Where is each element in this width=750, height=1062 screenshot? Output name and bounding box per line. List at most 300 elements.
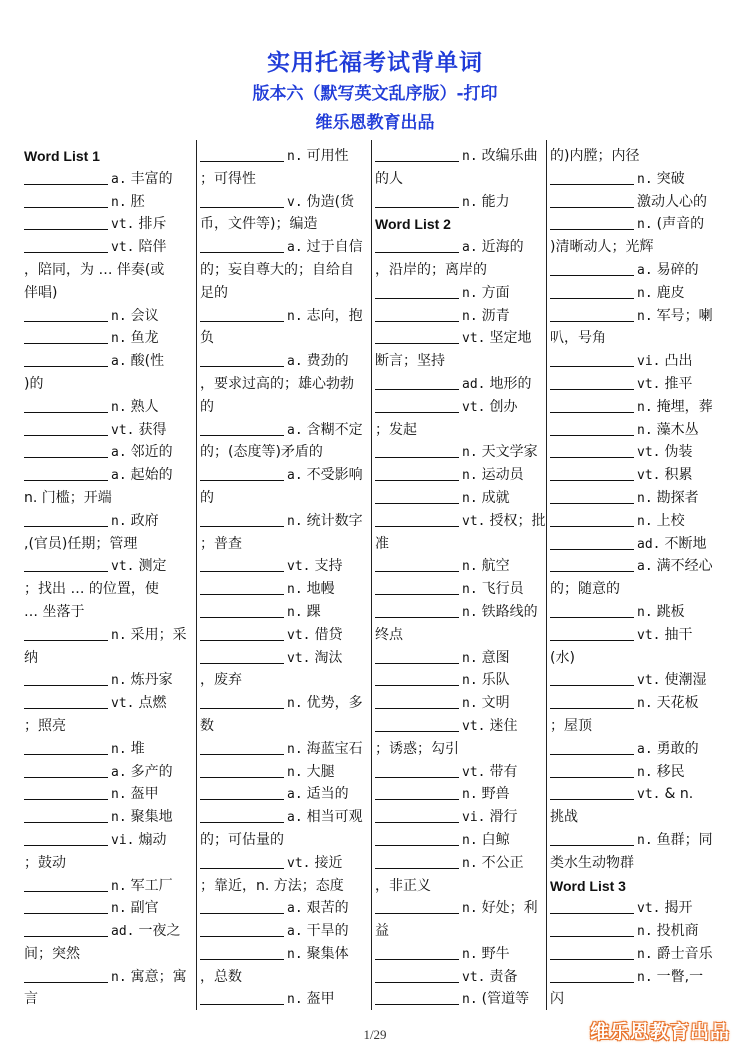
- definition-text: 一瞥,一: [656, 968, 704, 985]
- vocab-entry: [375, 692, 545, 715]
- definition-continuation: 的)内膛；内径: [550, 148, 640, 164]
- definition-continuation: n. 门槛；开端: [24, 489, 112, 506]
- definition-text: 不断地: [664, 535, 707, 552]
- answer-blank: [24, 967, 108, 983]
- answer-blank: [375, 989, 459, 1005]
- vocab-entry: [200, 555, 370, 578]
- part-of-speech: n.: [111, 308, 127, 324]
- vocab-entry: [550, 761, 725, 784]
- definition-continuation: 准: [375, 535, 389, 552]
- definition-continuation: 的；可估量的: [200, 831, 284, 848]
- vocab-entry: [200, 419, 370, 442]
- definition-text: 陪伴: [138, 239, 167, 256]
- definition-text: 好处；利: [481, 900, 538, 917]
- vocab-entry: [200, 350, 370, 373]
- word-column-2: [200, 145, 370, 1011]
- part-of-speech: n.: [462, 490, 478, 506]
- answer-blank: [200, 625, 284, 641]
- answer-blank: [375, 670, 459, 686]
- answer-blank: [24, 784, 108, 800]
- definition-text: 野牛: [481, 945, 510, 962]
- part-of-speech: n.: [111, 969, 127, 985]
- vocab-entry: [550, 738, 725, 761]
- part-of-speech: n.: [287, 741, 303, 757]
- vocab-entry: [375, 669, 545, 692]
- part-of-speech: a.: [111, 171, 127, 187]
- part-of-speech: a.: [287, 787, 303, 803]
- part-of-speech: n.: [111, 331, 127, 347]
- definition-continuation: 终点: [375, 626, 403, 643]
- part-of-speech: n.: [111, 878, 127, 894]
- answer-blank: [200, 853, 284, 869]
- word-list-heading: Word List 1: [24, 148, 100, 164]
- answer-blank: [200, 648, 284, 664]
- part-of-speech: n.: [111, 901, 127, 917]
- answer-blank: [550, 306, 634, 322]
- vocab-entry: [200, 647, 370, 670]
- part-of-speech: vt.: [462, 764, 486, 780]
- definition-continuation: 数: [200, 717, 214, 734]
- definition-text: 满不经心: [656, 558, 713, 575]
- definition-text: 掩埋，葬: [656, 398, 713, 415]
- definition-text: 多产的: [130, 763, 173, 780]
- answer-blank: [550, 739, 634, 755]
- part-of-speech: n.: [637, 604, 653, 620]
- vocab-entry: [24, 396, 192, 419]
- vocab-entry: [550, 533, 725, 556]
- part-of-speech: a.: [287, 810, 303, 826]
- answer-blank: [24, 351, 108, 367]
- word-column-4: [550, 145, 725, 1011]
- answer-blank: [200, 556, 284, 572]
- part-of-speech: n.: [462, 696, 478, 712]
- definition-text: & n.: [664, 786, 694, 803]
- answer-blank: [375, 944, 459, 960]
- answer-blank: [200, 420, 284, 436]
- part-of-speech: vi.: [637, 354, 661, 370]
- answer-blank: [200, 762, 284, 778]
- answer-blank: [375, 853, 459, 869]
- part-of-speech: n.: [637, 924, 653, 940]
- definition-text: 优势，多: [306, 695, 363, 712]
- vocab-entry: [550, 168, 725, 191]
- answer-blank: [375, 488, 459, 504]
- definition-text: 支持: [314, 558, 343, 575]
- vocab-entry: [24, 897, 192, 920]
- definition-continuation: ；发起: [375, 421, 417, 438]
- definition-text: 适当的: [306, 786, 349, 803]
- part-of-speech: vt.: [462, 399, 486, 415]
- definition-text: 勇敢的: [656, 740, 699, 757]
- definition-text: 运动员: [481, 467, 524, 484]
- part-of-speech: vt.: [287, 855, 311, 871]
- part-of-speech: a.: [287, 901, 303, 917]
- vocab-entry: [24, 350, 192, 373]
- vocab-entry: [550, 464, 725, 487]
- answer-blank: [375, 442, 459, 458]
- part-of-speech: vt.: [287, 559, 311, 575]
- definition-text: 创办: [489, 398, 518, 415]
- definition-text: 采用；采: [130, 626, 187, 643]
- answer-blank: [550, 762, 634, 778]
- definition-text: 滑行: [489, 809, 518, 826]
- vocab-entry: [200, 920, 370, 943]
- definition-continuation: ；普查: [200, 535, 242, 552]
- answer-blank: [375, 579, 459, 595]
- definition-text: 踝: [306, 603, 321, 620]
- part-of-speech: a.: [287, 354, 303, 370]
- part-of-speech: ad.: [637, 536, 661, 552]
- vocab-entry: [24, 510, 192, 533]
- vocab-entry: [375, 647, 545, 670]
- vocab-entry: [375, 305, 545, 328]
- answer-blank: [375, 716, 459, 732]
- answer-blank: [550, 830, 634, 846]
- vocab-entry: [24, 806, 192, 829]
- vocab-entry: [550, 920, 725, 943]
- answer-blank: [24, 670, 108, 686]
- answer-blank: [550, 169, 634, 185]
- answer-blank: [550, 693, 634, 709]
- part-of-speech: n.: [462, 604, 478, 620]
- definition-continuation: )的: [24, 375, 44, 392]
- answer-blank: [24, 237, 108, 253]
- answer-blank: [24, 192, 108, 208]
- definition-continuation: 足的: [200, 284, 228, 301]
- answer-blank: [375, 648, 459, 664]
- definition-continuation: 言: [24, 991, 38, 1008]
- definition-text: 酸(性: [130, 353, 165, 370]
- definition-text: 志向，抱: [306, 307, 363, 324]
- part-of-speech: n.: [111, 673, 127, 689]
- part-of-speech: n.: [111, 810, 127, 826]
- definition-text: 费劲的: [306, 353, 349, 370]
- vocab-entry: [375, 601, 545, 624]
- part-of-speech: n.: [462, 946, 478, 962]
- part-of-speech: vt.: [111, 217, 135, 233]
- definition-text: 天文学家: [481, 444, 538, 461]
- vocab-entry: [550, 419, 725, 442]
- part-of-speech: a.: [637, 741, 653, 757]
- part-of-speech: n.: [637, 513, 653, 529]
- part-of-speech: n.: [462, 832, 478, 848]
- answer-blank: [550, 192, 634, 208]
- vocab-entry: [550, 510, 725, 533]
- answer-blank: [200, 192, 284, 208]
- part-of-speech: n.: [637, 946, 653, 962]
- definition-text: 成就: [481, 489, 510, 506]
- answer-blank: [375, 830, 459, 846]
- vocab-entry: [200, 988, 370, 1011]
- answer-blank: [375, 328, 459, 344]
- answer-blank: [375, 237, 459, 253]
- vocab-entry: [375, 943, 545, 966]
- part-of-speech: n.: [462, 673, 478, 689]
- part-of-speech: vt.: [637, 445, 661, 461]
- answer-blank: [375, 784, 459, 800]
- answer-blank: [24, 898, 108, 914]
- part-of-speech: n.: [111, 513, 127, 529]
- answer-blank: [200, 306, 284, 322]
- answer-blank: [550, 534, 634, 550]
- definition-text: 会议: [130, 307, 159, 324]
- definition-text: 能力: [481, 193, 510, 210]
- vocab-entry: [24, 669, 192, 692]
- part-of-speech: n.: [111, 741, 127, 757]
- definition-text: 方面: [481, 284, 510, 301]
- vocab-entry: [24, 419, 192, 442]
- part-of-speech: n.: [287, 513, 303, 529]
- part-of-speech: a.: [111, 445, 127, 461]
- part-of-speech: n.: [462, 582, 478, 598]
- part-of-speech: a.: [637, 559, 653, 575]
- vocab-entry: [200, 510, 370, 533]
- answer-blank: [24, 169, 108, 185]
- answer-blank: [375, 283, 459, 299]
- definition-text: 激动人心的: [637, 193, 707, 210]
- answer-blank: [24, 306, 108, 322]
- part-of-speech: a.: [287, 240, 303, 256]
- vocab-entry: [550, 213, 725, 236]
- part-of-speech: vt.: [637, 468, 661, 484]
- vocab-entry: [550, 259, 725, 282]
- answer-blank: [24, 511, 108, 527]
- definition-continuation: ；可得性: [200, 170, 256, 187]
- part-of-speech: n.: [287, 764, 303, 780]
- answer-blank: [550, 283, 634, 299]
- part-of-speech: a.: [637, 262, 653, 278]
- vocab-entry: [375, 829, 545, 852]
- definition-continuation: 间；突然: [24, 945, 80, 962]
- part-of-speech: n.: [287, 992, 303, 1008]
- answer-blank: [200, 739, 284, 755]
- definition-text: 坚定地: [489, 330, 532, 347]
- definition-text: 寓意；寓: [130, 968, 187, 985]
- vocab-entry: [375, 191, 545, 214]
- answer-blank: [24, 465, 108, 481]
- vocab-entry: [24, 692, 192, 715]
- definition-text: 积累: [664, 467, 693, 484]
- part-of-speech: n.: [462, 468, 478, 484]
- definition-text: 推平: [664, 375, 693, 392]
- part-of-speech: n.: [637, 969, 653, 985]
- answer-blank: [200, 351, 284, 367]
- definition-text: 鹿皮: [656, 284, 685, 301]
- definition-text: 鱼龙: [130, 330, 159, 347]
- definition-text: 排斥: [138, 216, 167, 233]
- definition-continuation: 纳: [24, 649, 38, 666]
- definition-text: 炼丹家: [130, 672, 173, 689]
- vocab-entry: [550, 396, 725, 419]
- part-of-speech: vi.: [111, 832, 135, 848]
- vocab-entry: [24, 738, 192, 761]
- vocab-entry: [550, 441, 725, 464]
- definition-text: 大腿: [306, 763, 335, 780]
- vocab-entry: [24, 829, 192, 852]
- vocab-entry: [375, 806, 545, 829]
- definition-text: 鱼群；同: [656, 831, 713, 848]
- answer-blank: [200, 989, 284, 1005]
- answer-blank: [550, 670, 634, 686]
- definition-text: 伪装: [664, 444, 693, 461]
- vocab-entry: [550, 829, 725, 852]
- part-of-speech: vt.: [462, 969, 486, 985]
- vocab-entry: [375, 282, 545, 305]
- answer-blank: [24, 807, 108, 823]
- part-of-speech: n.: [637, 399, 653, 415]
- definition-continuation: 断言；坚持: [375, 353, 445, 370]
- answer-blank: [550, 944, 634, 960]
- answer-blank: [24, 693, 108, 709]
- part-of-speech: n.: [287, 696, 303, 712]
- part-of-speech: vt.: [637, 901, 661, 917]
- definition-continuation: ，沿岸的；离岸的: [375, 261, 487, 278]
- definition-text: 移民: [656, 763, 685, 780]
- answer-blank: [550, 921, 634, 937]
- column-divider: [371, 140, 372, 1010]
- definition-continuation: ；找出 … 的位置，使: [24, 581, 159, 598]
- part-of-speech: n.: [462, 787, 478, 803]
- definition-text: 接近: [314, 854, 343, 871]
- answer-blank: [24, 397, 108, 413]
- answer-blank: [200, 511, 284, 527]
- definition-text: 可用性: [306, 148, 349, 164]
- answer-blank: [550, 465, 634, 481]
- part-of-speech: n.: [462, 901, 478, 917]
- vocab-entry: [24, 305, 192, 328]
- vocab-entry: [24, 783, 192, 806]
- vocab-entry: [24, 624, 192, 647]
- answer-blank: [200, 237, 284, 253]
- answer-blank: [24, 625, 108, 641]
- column-divider: [196, 140, 197, 1010]
- definition-text: 不公正: [481, 854, 524, 871]
- part-of-speech: vt.: [637, 376, 661, 392]
- document-subtitle: 版本六（默写英文乱序版）-打印: [252, 84, 498, 104]
- part-of-speech: vt.: [462, 513, 486, 529]
- answer-blank: [24, 328, 108, 344]
- part-of-speech: n.: [462, 650, 478, 666]
- answer-blank: [550, 397, 634, 413]
- vocab-entry: [375, 464, 545, 487]
- definition-text: 使潮湿: [664, 672, 707, 689]
- vocab-entry: [550, 350, 725, 373]
- definition-continuation: 的人: [375, 170, 403, 187]
- definition-text: 责备: [489, 968, 518, 985]
- answer-blank: [550, 442, 634, 458]
- vocab-entry: [375, 441, 545, 464]
- definition-text: 干旱的: [306, 923, 349, 940]
- answer-blank: [24, 420, 108, 436]
- vocab-entry: [200, 578, 370, 601]
- answer-blank: [24, 876, 108, 892]
- vocab-entry: [550, 943, 725, 966]
- definition-text: 伪造(货: [306, 193, 355, 210]
- definition-text: 军工厂: [130, 877, 173, 894]
- part-of-speech: vi.: [462, 810, 486, 826]
- definition-text: 揭开: [664, 900, 693, 917]
- part-of-speech: n.: [637, 490, 653, 506]
- definition-text: 军号；喇: [656, 307, 713, 324]
- definition-continuation: ，总数: [200, 968, 242, 985]
- vocab-entry: [200, 852, 370, 875]
- part-of-speech: n.: [111, 399, 127, 415]
- definition-continuation: ；诱惑；勾引: [375, 740, 459, 757]
- answer-blank: [200, 784, 284, 800]
- definition-continuation: 的；随意的: [550, 581, 620, 598]
- definition-text: 天花板: [656, 695, 699, 712]
- vocab-entry: [24, 168, 192, 191]
- vocab-entry: [550, 555, 725, 578]
- answer-blank: [200, 465, 284, 481]
- answer-blank: [375, 465, 459, 481]
- vocab-entry: [200, 464, 370, 487]
- definition-text: 一夜之: [138, 923, 181, 940]
- part-of-speech: vt.: [637, 673, 661, 689]
- definition-continuation: ,(官员)任期；管理: [24, 535, 138, 552]
- vocab-entry: [200, 897, 370, 920]
- vocab-entry: [375, 578, 545, 601]
- part-of-speech: vt.: [462, 718, 486, 734]
- definition-text: 跳板: [656, 603, 685, 620]
- part-of-speech: n.: [287, 604, 303, 620]
- vocab-entry: [200, 738, 370, 761]
- vocab-entry: [550, 282, 725, 305]
- answer-blank: [375, 146, 459, 162]
- vocab-entry: [200, 761, 370, 784]
- page-number: 1/29: [363, 1027, 387, 1042]
- part-of-speech: n.: [462, 855, 478, 871]
- answer-blank: [375, 762, 459, 778]
- definition-continuation: 负: [200, 330, 214, 347]
- part-of-speech: n.: [111, 627, 127, 643]
- answer-blank: [550, 967, 634, 983]
- vocab-entry: [200, 305, 370, 328]
- column-divider: [546, 140, 547, 1010]
- answer-blank: [550, 784, 634, 800]
- document-publisher: 维乐恩教育出品: [315, 113, 435, 133]
- definition-text: 艰苦的: [306, 900, 349, 917]
- vocab-entry: [375, 897, 545, 920]
- vocab-entry: [375, 487, 545, 510]
- vocab-entry: [550, 783, 725, 806]
- part-of-speech: n.: [462, 285, 478, 301]
- definition-text: 熟人: [130, 398, 159, 415]
- definition-text: 授权；批: [489, 512, 545, 529]
- part-of-speech: vt.: [111, 422, 135, 438]
- definition-text: 改编乐曲: [481, 148, 538, 164]
- definition-continuation: 的: [200, 489, 214, 506]
- answer-blank: [200, 146, 284, 162]
- word-list-heading: Word List 3: [550, 877, 626, 894]
- vocab-entry: [550, 373, 725, 396]
- definition-text: 邻近的: [130, 444, 173, 461]
- part-of-speech: n.: [637, 285, 653, 301]
- definition-continuation: 闪: [550, 991, 564, 1008]
- answer-blank: [375, 807, 459, 823]
- answer-blank: [550, 351, 634, 367]
- definition-text: 藻木丛: [656, 421, 699, 438]
- part-of-speech: n.: [462, 445, 478, 461]
- vocab-entry: [375, 236, 545, 259]
- definition-continuation: ；鼓动: [24, 854, 66, 871]
- definition-text: 政府: [130, 512, 159, 529]
- part-of-speech: n.: [637, 217, 653, 233]
- vocab-entry: [200, 601, 370, 624]
- answer-blank: [24, 442, 108, 458]
- part-of-speech: n.: [637, 171, 653, 187]
- answer-blank: [200, 693, 284, 709]
